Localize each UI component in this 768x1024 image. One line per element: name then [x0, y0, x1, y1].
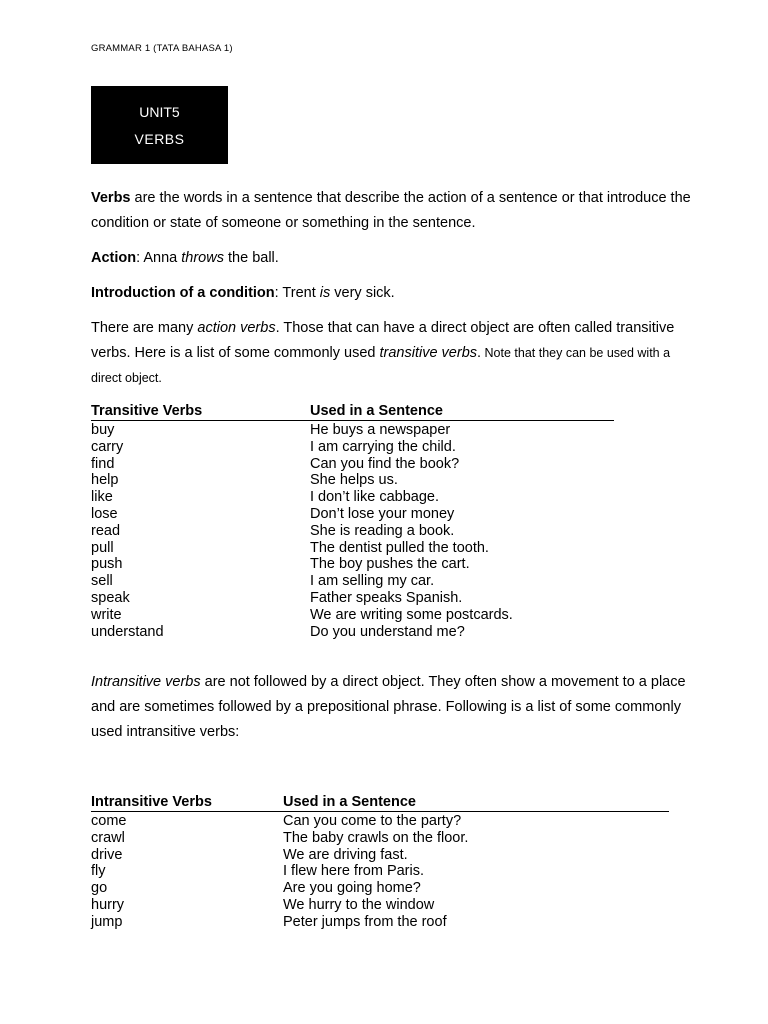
- action-text-after: the ball.: [223, 250, 279, 266]
- column-header-verb: Intransitive Verbs: [91, 794, 212, 810]
- condition-text-after: very sick.: [330, 285, 395, 301]
- verb-cell: buy: [91, 422, 115, 438]
- column-header-sentence: Used in a Sentence: [310, 403, 443, 419]
- header-rule: [91, 811, 669, 812]
- sentence-cell: We are driving fast.: [283, 846, 408, 863]
- transitive-italic-1: action verbs: [197, 320, 276, 336]
- sentence-cell: Are you going home?: [283, 880, 421, 897]
- verb-cell: speak: [91, 589, 130, 606]
- sentence-cell: I am carrying the child.: [310, 438, 456, 455]
- sentence-cell: Peter jumps from the roof: [283, 913, 447, 930]
- sentence-cell: She is reading a book.: [310, 522, 455, 539]
- verb-cell: write: [91, 606, 122, 623]
- unit-title-box: [91, 86, 228, 164]
- intransitive-paragraph: [91, 670, 691, 745]
- sentence-cell: The baby crawls on the floor.: [283, 829, 469, 846]
- intro-term: Verbs: [91, 190, 131, 206]
- transitive-note: Note that they can be used with a direct object.: [91, 346, 671, 385]
- sentence-cell: Can you come to the party?: [283, 813, 462, 829]
- sentence-cell: She helps us.: [310, 472, 398, 489]
- condition-text-before: : Trent: [274, 285, 320, 301]
- column-header-verb: Transitive Verbs: [91, 403, 203, 419]
- sentence-cell: Do you understand me?: [310, 623, 465, 640]
- verb-cell: drive: [91, 846, 123, 863]
- transitive-italic-2: transitive verbs: [379, 345, 478, 361]
- sentence-cell: Don’t lose your money: [310, 505, 455, 522]
- unit-title: VERBS: [134, 131, 185, 147]
- sentence-cell: The boy pushes the cart.: [310, 556, 470, 573]
- verb-cell: push: [91, 556, 123, 573]
- sentence-cell: I am selling my car.: [310, 573, 435, 590]
- sentence-cell: We are writing some postcards.: [310, 606, 513, 623]
- verb-cell: hurry: [91, 896, 125, 913]
- condition-label: Introduction of a condition: [91, 285, 275, 301]
- verb-cell: read: [91, 522, 121, 539]
- action-text-before: : Anna: [136, 250, 182, 266]
- verb-cell: sell: [91, 573, 113, 590]
- verb-cell: lose: [91, 505, 118, 522]
- verb-cell: fly: [91, 863, 106, 880]
- sentence-cell: He buys a newspaper: [310, 422, 451, 438]
- action-verb: throws: [181, 250, 224, 266]
- verb-cell: crawl: [91, 829, 125, 846]
- sentence-cell: Father speaks Spanish.: [310, 589, 463, 606]
- intransitive-text: are not followed by a direct object. They often show a movement to a place and are sometimes followed by a prepositional phrase. Following is a list of some commonly used intransitive verbs:: [91, 674, 686, 740]
- unit-number: UNIT5: [139, 104, 180, 120]
- sentence-cell: I flew here from Paris.: [283, 863, 425, 880]
- verb-cell: come: [91, 813, 127, 829]
- transitive-paragraph: [91, 316, 691, 391]
- action-label: Action: [91, 250, 137, 266]
- verb-cell: help: [91, 472, 119, 489]
- condition-example: [91, 281, 691, 306]
- verb-cell: like: [91, 489, 113, 506]
- verb-cell: find: [91, 455, 115, 472]
- verb-cell: carry: [91, 438, 124, 455]
- sentence-cell: The dentist pulled the tooth.: [310, 539, 489, 556]
- sentence-cell: Can you find the book?: [310, 455, 460, 472]
- verb-cell: jump: [91, 913, 123, 930]
- verb-cell: understand: [91, 623, 164, 640]
- page-header: GRAMMAR 1 (TATA BAHASA 1): [91, 43, 233, 54]
- intro-text: are the words in a sentence that describe the action of a sentence or that introduce the condition or state of someone or something in the sentence.: [91, 190, 691, 231]
- condition-verb: is: [319, 285, 331, 301]
- verb-cell: pull: [91, 539, 114, 556]
- action-example: [91, 246, 691, 271]
- sentence-cell: I don’t like cabbage.: [310, 489, 439, 506]
- transitive-text-1: There are many: [91, 320, 198, 336]
- column-header-sentence: Used in a Sentence: [283, 794, 416, 810]
- intransitive-italic: Intransitive verbs: [91, 674, 201, 690]
- intro-paragraph: [91, 186, 691, 236]
- sentence-cell: We hurry to the window: [283, 896, 435, 913]
- verb-cell: go: [91, 880, 108, 897]
- transitive-text-2: . Those that can have a direct object are often called transitive verbs. Here is a list of some commonly used: [91, 320, 675, 361]
- header-rule: [91, 420, 614, 421]
- transitive-text-3: .: [477, 345, 482, 361]
